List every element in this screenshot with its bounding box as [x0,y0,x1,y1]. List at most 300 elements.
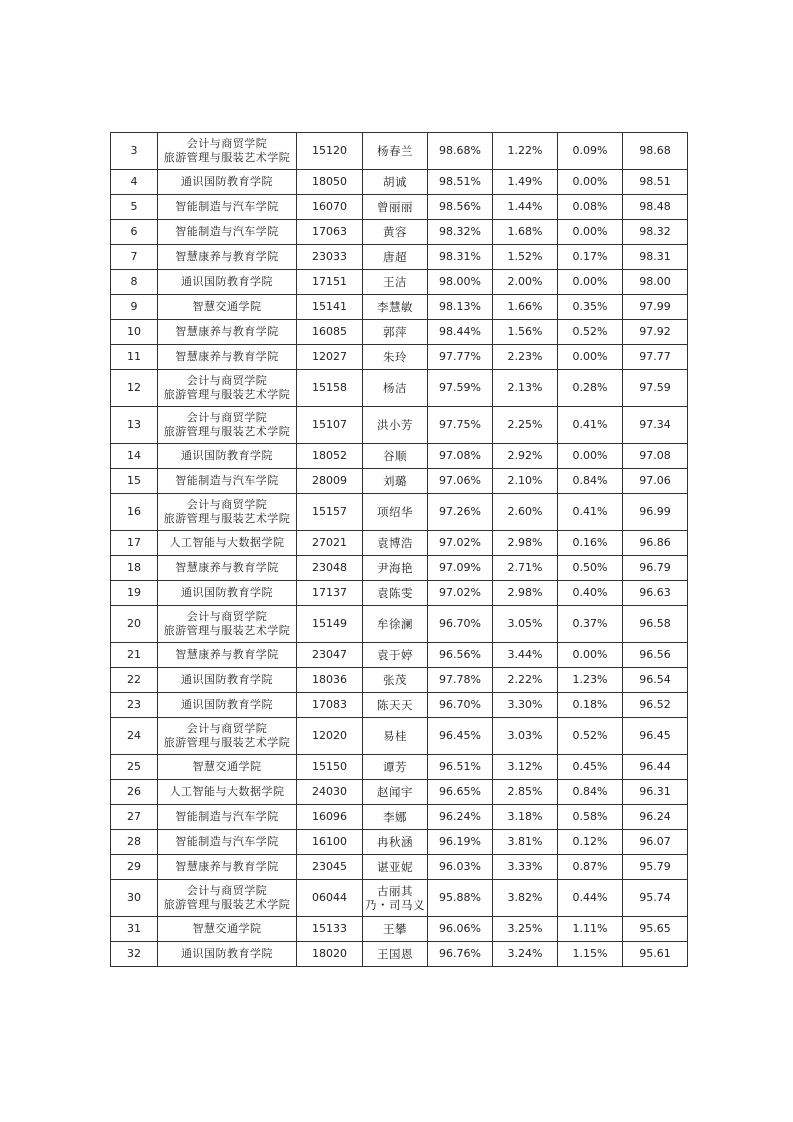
college-cell [158,170,297,195]
id-cell: 18050 [297,170,363,195]
percent-cell-1: 97.75% [428,407,493,444]
college-cell-line: 旅游管理与服装艺术学院 [163,624,291,637]
percent-cell-3: 0.40% [558,581,623,606]
percent-cell-2: 3.33% [493,855,558,880]
college-cell-line: 通识国防教育学院 [181,947,273,960]
row-number-cell: 16 [111,494,158,531]
college-cell-line: 旅游管理与服装艺术学院 [163,512,291,525]
percent-cell-2: 3.25% [493,917,558,942]
college-cell [158,581,297,606]
name-cell-line: 谷顺 [383,449,407,463]
score-cell: 95.79 [623,855,688,880]
percent-cell-1: 98.32% [428,220,493,245]
college-cell [158,270,297,295]
score-cell: 96.58 [623,606,688,643]
college-cell [158,755,297,780]
percent-cell-2: 1.44% [493,195,558,220]
score-cell: 98.51 [623,170,688,195]
name-cell [363,320,428,345]
name-cell [363,855,428,880]
table-row [111,556,688,581]
score-cell: 98.48 [623,195,688,220]
percent-cell-3: 0.09% [558,133,623,170]
score-table [110,132,688,967]
percent-cell-1: 97.26% [428,494,493,531]
percent-cell-1: 97.09% [428,556,493,581]
college-cell-line: 人工智能与大数据学院 [169,536,285,549]
percent-cell-2: 1.68% [493,220,558,245]
percent-cell-3: 0.45% [558,755,623,780]
row-number-cell: 29 [111,855,158,880]
name-cell [363,718,428,755]
college-cell [158,805,297,830]
row-number-cell: 24 [111,718,158,755]
name-cell-line: 黄容 [383,225,407,239]
name-cell-line: 曾丽丽 [377,200,413,214]
id-cell: 27021 [297,531,363,556]
name-cell-line: 牟徐澜 [377,617,413,631]
college-cell-line: 人工智能与大数据学院 [169,785,285,798]
name-cell-line: 王国恩 [377,947,413,961]
college-cell [158,133,297,170]
percent-cell-3: 0.00% [558,643,623,668]
college-cell [158,780,297,805]
college-cell [158,195,297,220]
percent-cell-3: 0.58% [558,805,623,830]
college-cell [158,295,297,320]
percent-cell-3: 0.87% [558,855,623,880]
college-cell-line: 会计与商贸学院 [186,498,268,511]
name-cell [363,133,428,170]
score-cell: 98.32 [623,220,688,245]
percent-cell-3: 0.37% [558,606,623,643]
table-row [111,345,688,370]
college-cell [158,407,297,444]
id-cell: 23045 [297,855,363,880]
id-cell: 17151 [297,270,363,295]
name-cell [363,345,428,370]
college-cell-line: 会计与商贸学院 [186,722,268,735]
table-row [111,643,688,668]
college-cell-line: 通识国防教育学院 [181,586,273,599]
percent-cell-3: 0.41% [558,494,623,531]
id-cell: 15141 [297,295,363,320]
id-cell: 16096 [297,805,363,830]
college-cell-line: 智慧康养与教育学院 [175,250,279,263]
college-cell [158,830,297,855]
score-cell: 97.34 [623,407,688,444]
name-cell [363,643,428,668]
table-row [111,407,688,444]
percent-cell-2: 2.98% [493,531,558,556]
college-cell-line: 智能制造与汽车学院 [175,835,279,848]
table-row [111,133,688,170]
percent-cell-2: 2.23% [493,345,558,370]
name-cell [363,693,428,718]
row-number-cell: 4 [111,170,158,195]
id-cell: 15149 [297,606,363,643]
row-number-cell: 32 [111,942,158,967]
percent-cell-1: 98.56% [428,195,493,220]
score-cell: 95.61 [623,942,688,967]
name-cell [363,805,428,830]
table-row [111,469,688,494]
college-cell-line: 旅游管理与服装艺术学院 [163,898,291,911]
name-cell [363,370,428,407]
name-cell-line: 张茂 [383,673,407,687]
row-number-cell: 19 [111,581,158,606]
percent-cell-2: 1.56% [493,320,558,345]
college-cell-line: 会计与商贸学院 [186,374,268,387]
percent-cell-2: 3.24% [493,942,558,967]
id-cell: 23047 [297,643,363,668]
college-cell [158,531,297,556]
name-cell [363,556,428,581]
college-cell [158,345,297,370]
score-cell: 95.65 [623,917,688,942]
name-cell [363,830,428,855]
table-row [111,295,688,320]
percent-cell-2: 2.00% [493,270,558,295]
college-cell [158,494,297,531]
percent-cell-3: 0.16% [558,531,623,556]
row-number-cell: 26 [111,780,158,805]
score-cell: 96.24 [623,805,688,830]
college-cell-line: 会计与商贸学院 [186,137,268,150]
name-cell-line: 胡诚 [383,175,407,189]
score-cell: 96.56 [623,643,688,668]
college-cell-line: 智能制造与汽车学院 [175,200,279,213]
table-row [111,755,688,780]
percent-cell-2: 3.03% [493,718,558,755]
row-number-cell: 20 [111,606,158,643]
percent-cell-1: 98.13% [428,295,493,320]
percent-cell-3: 0.12% [558,830,623,855]
table-row [111,830,688,855]
college-cell-line: 会计与商贸学院 [186,884,268,897]
name-cell [363,880,428,917]
score-cell: 96.99 [623,494,688,531]
score-cell: 95.74 [623,880,688,917]
percent-cell-1: 96.06% [428,917,493,942]
name-cell-line: 袁于婷 [377,648,413,662]
name-cell-line: 项绍华 [377,505,413,519]
id-cell: 18020 [297,942,363,967]
college-cell-line: 旅游管理与服装艺术学院 [163,425,291,438]
score-cell: 96.45 [623,718,688,755]
id-cell: 23048 [297,556,363,581]
name-cell-line: 刘璐 [383,474,407,488]
row-number-cell: 30 [111,880,158,917]
percent-cell-1: 98.68% [428,133,493,170]
college-cell [158,643,297,668]
college-cell-line: 智慧康养与教育学院 [175,648,279,661]
table-row [111,370,688,407]
table-row [111,170,688,195]
id-cell: 18052 [297,444,363,469]
percent-cell-2: 1.52% [493,245,558,270]
percent-cell-3: 0.00% [558,270,623,295]
name-cell-line: 袁博浩 [377,536,413,550]
name-cell-line: 古丽其 [377,884,413,898]
score-cell: 96.54 [623,668,688,693]
name-cell-line: 冉秋涵 [377,835,413,849]
percent-cell-2: 3.81% [493,830,558,855]
college-cell-line: 智慧康养与教育学院 [175,325,279,338]
percent-cell-2: 2.71% [493,556,558,581]
table-row [111,245,688,270]
percent-cell-2: 1.22% [493,133,558,170]
college-cell [158,880,297,917]
row-number-cell: 23 [111,693,158,718]
row-number-cell: 17 [111,531,158,556]
percent-cell-3: 0.44% [558,880,623,917]
percent-cell-2: 2.13% [493,370,558,407]
id-cell: 23033 [297,245,363,270]
score-cell: 96.44 [623,755,688,780]
college-cell [158,668,297,693]
percent-cell-1: 98.00% [428,270,493,295]
name-cell [363,780,428,805]
name-cell [363,444,428,469]
percent-cell-1: 96.65% [428,780,493,805]
table-row [111,320,688,345]
percent-cell-2: 3.30% [493,693,558,718]
percent-cell-3: 0.18% [558,693,623,718]
percent-cell-1: 96.76% [428,942,493,967]
college-cell-line: 通识国防教育学院 [181,698,273,711]
score-cell: 97.77 [623,345,688,370]
college-cell [158,444,297,469]
row-number-cell: 28 [111,830,158,855]
percent-cell-1: 97.59% [428,370,493,407]
id-cell: 16070 [297,195,363,220]
percent-cell-1: 96.70% [428,693,493,718]
percent-cell-2: 3.05% [493,606,558,643]
percent-cell-3: 0.00% [558,220,623,245]
percent-cell-1: 98.44% [428,320,493,345]
name-cell [363,270,428,295]
name-cell-line: 袁陈雯 [377,586,413,600]
college-cell [158,718,297,755]
percent-cell-1: 97.06% [428,469,493,494]
percent-cell-2: 2.85% [493,780,558,805]
name-cell [363,245,428,270]
table-row [111,220,688,245]
row-number-cell: 15 [111,469,158,494]
percent-cell-3: 1.23% [558,668,623,693]
name-cell [363,606,428,643]
id-cell: 28009 [297,469,363,494]
percent-cell-1: 97.77% [428,345,493,370]
row-number-cell: 3 [111,133,158,170]
college-cell-line: 智能制造与汽车学院 [175,225,279,238]
percent-cell-2: 1.66% [493,295,558,320]
table-row [111,693,688,718]
percent-cell-2: 2.22% [493,668,558,693]
name-cell [363,668,428,693]
score-cell: 96.86 [623,531,688,556]
table-row [111,917,688,942]
row-number-cell: 5 [111,195,158,220]
percent-cell-1: 97.02% [428,531,493,556]
score-cell: 97.99 [623,295,688,320]
name-cell [363,407,428,444]
college-cell-line: 通识国防教育学院 [181,449,273,462]
score-cell: 96.79 [623,556,688,581]
table-row [111,668,688,693]
college-cell [158,320,297,345]
score-cell: 98.31 [623,245,688,270]
college-cell [158,606,297,643]
college-cell [158,942,297,967]
table-row [111,195,688,220]
college-cell [158,220,297,245]
row-number-cell: 25 [111,755,158,780]
name-cell [363,581,428,606]
row-number-cell: 8 [111,270,158,295]
percent-cell-3: 0.00% [558,444,623,469]
percent-cell-2: 3.82% [493,880,558,917]
id-cell: 16100 [297,830,363,855]
name-cell-line: 郭萍 [383,325,407,339]
row-number-cell: 9 [111,295,158,320]
row-number-cell: 18 [111,556,158,581]
id-cell: 18036 [297,668,363,693]
percent-cell-3: 0.28% [558,370,623,407]
percent-cell-1: 97.78% [428,668,493,693]
percent-cell-1: 96.70% [428,606,493,643]
id-cell: 15157 [297,494,363,531]
percent-cell-1: 98.51% [428,170,493,195]
name-cell-line: 朱玲 [383,350,407,364]
percent-cell-3: 0.52% [558,320,623,345]
name-cell [363,531,428,556]
table-row [111,444,688,469]
score-cell: 97.06 [623,469,688,494]
percent-cell-3: 0.84% [558,780,623,805]
table-row [111,880,688,917]
percent-cell-1: 96.24% [428,805,493,830]
college-cell-line: 通识国防教育学院 [181,275,273,288]
college-cell-line: 智慧交通学院 [192,922,262,935]
college-cell [158,917,297,942]
percent-cell-1: 96.51% [428,755,493,780]
college-cell-line: 通识国防教育学院 [181,175,273,188]
id-cell: 12020 [297,718,363,755]
score-cell: 97.08 [623,444,688,469]
name-cell-line: 谌亚妮 [377,860,413,874]
percent-cell-3: 0.17% [558,245,623,270]
score-cell: 98.00 [623,270,688,295]
percent-cell-2: 2.10% [493,469,558,494]
name-cell-line: 李慧敏 [377,300,413,314]
college-cell [158,245,297,270]
college-cell [158,855,297,880]
score-cell: 98.68 [623,133,688,170]
score-cell: 97.92 [623,320,688,345]
table-row [111,855,688,880]
name-cell-line: 陈天天 [377,698,413,712]
score-cell: 97.59 [623,370,688,407]
college-cell-line: 智慧交通学院 [192,300,262,313]
name-cell [363,917,428,942]
college-cell-line: 会计与商贸学院 [186,411,268,424]
percent-cell-3: 0.00% [558,345,623,370]
row-number-cell: 6 [111,220,158,245]
score-cell: 96.63 [623,581,688,606]
college-cell-line: 旅游管理与服装艺术学院 [163,388,291,401]
name-cell-line: 王攀 [383,922,407,936]
name-cell-line: 谭芳 [383,760,407,774]
table-row [111,606,688,643]
college-cell-line: 智慧康养与教育学院 [175,860,279,873]
table-row [111,270,688,295]
college-cell-line: 智慧交通学院 [192,760,262,773]
percent-cell-3: 0.84% [558,469,623,494]
college-cell [158,556,297,581]
row-number-cell: 11 [111,345,158,370]
percent-cell-2: 2.98% [493,581,558,606]
percent-cell-2: 3.12% [493,755,558,780]
table-row [111,494,688,531]
percent-cell-3: 0.00% [558,170,623,195]
name-cell [363,755,428,780]
id-cell: 06044 [297,880,363,917]
name-cell-line: 杨春兰 [377,144,413,158]
id-cell: 17083 [297,693,363,718]
name-cell-line: 李娜 [383,810,407,824]
row-number-cell: 22 [111,668,158,693]
percent-cell-3: 0.35% [558,295,623,320]
row-number-cell: 14 [111,444,158,469]
college-cell [158,469,297,494]
score-cell: 96.31 [623,780,688,805]
name-cell-line: 王洁 [383,275,407,289]
id-cell: 15120 [297,133,363,170]
name-cell [363,170,428,195]
percent-cell-1: 98.31% [428,245,493,270]
percent-cell-3: 0.08% [558,195,623,220]
college-cell-line: 通识国防教育学院 [181,673,273,686]
table-row [111,581,688,606]
name-cell [363,220,428,245]
id-cell: 15158 [297,370,363,407]
name-cell-line: 洪小芳 [377,418,413,432]
percent-cell-3: 0.50% [558,556,623,581]
name-cell [363,942,428,967]
name-cell [363,295,428,320]
name-cell-line: 易桂 [383,729,407,743]
row-number-cell: 12 [111,370,158,407]
percent-cell-1: 96.19% [428,830,493,855]
college-cell-line: 智慧康养与教育学院 [175,350,279,363]
table-row [111,718,688,755]
college-cell-line: 旅游管理与服装艺术学院 [163,736,291,749]
college-cell-line: 智慧康养与教育学院 [175,561,279,574]
percent-cell-1: 96.03% [428,855,493,880]
percent-cell-3: 1.15% [558,942,623,967]
percent-cell-2: 3.18% [493,805,558,830]
percent-cell-2: 2.25% [493,407,558,444]
table-body [111,133,688,967]
row-number-cell: 21 [111,643,158,668]
name-cell [363,195,428,220]
id-cell: 15133 [297,917,363,942]
row-number-cell: 31 [111,917,158,942]
percent-cell-2: 2.92% [493,444,558,469]
table-row [111,780,688,805]
